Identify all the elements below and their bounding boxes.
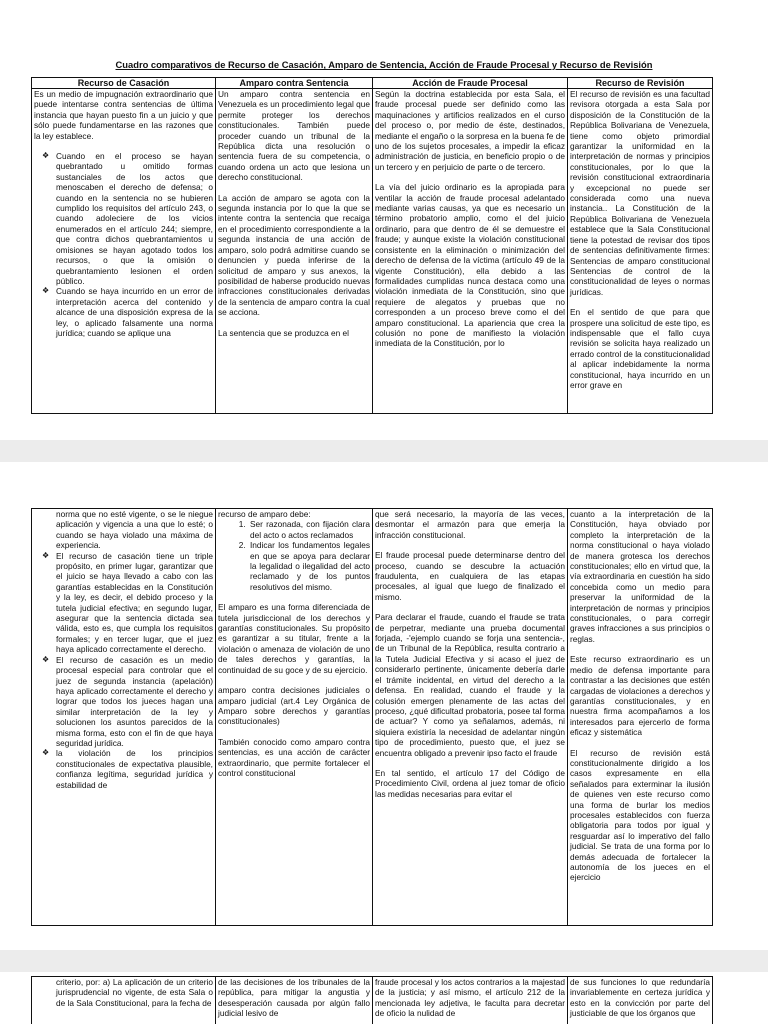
continued-text: criterio, por: a) La aplicación de un criterio jurisprudencial no vigente, de esta Sala o de la Sala Constitucional, para la fecha de xyxy=(56,977,213,1008)
paragraph: Para declarar el fraude, cuando el fraude se trata de perpetrar, mediante una prueba documental forjada, -'ejemplo cuando se forja una sentencia-, de un Tribunal de la República, resulta contrario a la Tutela Judicial Efectiva y si acaso el juez de considerarlo pertinente, únicamente debería darle el trámite incidental, en virtud del derecho a la defensa. En realidad, cuando el fraude y la colusión emergen plenamente de las actas del proceso, ¿qué dificultad probatoria, posee tal forma de actuar? Y como ya señalamos, además, ni siquiera existiría la necesidad de adelantar ningún tipo de procedimiento, puesto que, el juez se encuentra obligado a prevenir ipso facto el fraude xyxy=(375,612,565,758)
paragraph: que será necesario, la mayoría de las veces, desmontar el armazón para que emerja la infracción constitucional. xyxy=(375,509,565,540)
continued-text: recurso de amparo debe: xyxy=(218,509,311,519)
cell-amparo xyxy=(216,89,373,414)
paragraph: También conocido como amparo contra sentencias, es una acción de carácter extraordinario, que permite fortalecer el control constitucional xyxy=(218,736,370,778)
cell-casacion xyxy=(32,977,216,1024)
paragraph: En el sentido de que para que prospere una solicitud de este tipo, es indispensable que el fallo cuya revisión se solicita haya realizado un errado control de la constitucionalidad al aplicar indebidamente la norma constitucional, haya incurrido en un error grave en xyxy=(570,307,710,390)
paragraph: El recurso de revisión es una facultad revisora otorgada a esta Sala por disposición de la Constitución de la República Bolivariana de Venezuela, tiene como objeto primordial garantizar la uniformidad en la interpretación de normas y principios constitucionales, por lo que la revisión constitucional extraordinaria y excepcional no puede ser considerada como una nueva instancia.. La Constitución de la República Bolivariana de Venezuela establece que la Sala Constitucional tiene la potestad de revisar dos tipos de sentencias definitivamente firmes: Sentencias de amparo constitucional Sentencias de control de la constitucionalidad de leyes o normas jurídicas. xyxy=(570,89,710,297)
cell-amparo xyxy=(216,977,373,1024)
list-item: ❖ la violación de los principios constitucionales de expectativa plausible, confianza legítima, seguridad jurídica y estabilidad de xyxy=(56,748,213,790)
cell-fraude xyxy=(373,509,568,926)
table-row xyxy=(32,977,713,1024)
continued-text: fraude procesal y los actos contrarios a la majestad de la justicia; y así mismo, el artículo 212 de la mencionada ley adjetiva, le faculta para decretar de oficio la nulidad de xyxy=(375,977,565,1019)
header-casacion: Recurso de Casación xyxy=(32,78,216,89)
cell-casacion xyxy=(32,509,216,926)
comparison-table-page-1 xyxy=(31,77,713,414)
bullet-list xyxy=(34,151,213,338)
cell-revision xyxy=(568,89,713,414)
paragraph: Es un medio de impugnación extraordinario que puede intentarse contra sentencias de última instancia que hayan puesto fin a un juicio y que sólo puede fundamentarse en las razones que la ley establece. xyxy=(34,89,213,141)
list-item: 1. Ser razonada, con fijación clara del acto o actos reclamados xyxy=(248,519,370,540)
paragraph: La acción de amparo se agota con la segunda instancia por lo que la que se intente contra la sentencia que recaiga en el procedimiento correspondiente a la segunda instancia de una acción de amparo, solo podrá admitirse cuando se denuncien y pueda inferirse de la solicitud de amparo y sus anexos, la posibilidad de haberse producido nuevas infracciones constitucionales derivadas de la sentencia de amparo contra la cual se acciona. xyxy=(218,192,370,318)
continued-text: de sus funciones lo que redundaría invariablemente en certeza jurídica y esto en la convicción por parte del justiciable de que los órganos que xyxy=(570,977,710,1019)
document-page-3 xyxy=(0,972,768,1024)
cell-fraude xyxy=(373,89,568,414)
document-page-2 xyxy=(0,462,768,950)
paragraph: La vía del juicio ordinario es la apropiada para ventilar la acción de fraude procesal adelantado mediante varias causas, ya que es necesario un término probatorio amplio, como el del juicio ordinario, para que dentro de él se demuestre el fraude; y aunque existe la violación constitucional consistente en la eliminación o minimización del derecho de defensa de la víctima (artículo 49 de la vigente Constitución), ella debido a las formalidades cumplidas nunca destaca como una violación inmediata de la Constitución, sino que requiere de alegatos y pruebas que no corresponden a un proceso breve como el del amparo constitucional. La apariencia que crea la colusión no pone de manifiesto la violación inmediata de la Constitución, por lo xyxy=(375,182,565,349)
cell-casacion xyxy=(32,89,216,414)
cell-revision xyxy=(568,509,713,926)
paragraph: El amparo es una forma diferenciada de tutela jurisdiccional de los derechos y garantías constitucionales. Su propósito es garantizar a su titular, frente a la violación o amenaza de violación de uno de tales derechos y garantías, la continuidad de su goce y de su ejercicio. xyxy=(218,602,370,675)
comparison-table-page-2 xyxy=(31,508,713,926)
list-item: ❖ El recurso de casación tiene un triple propósito, en primer lugar, garantizar que el juicio se haya llevado a cabo con las garantías establecidas en la Constitución y la ley, es decir, el debido proceso y la tutela judicial efectiva; en segundo lugar, asegurar que la sentencia dictada sea válida, esto es, que cumpla los requisitos formales; y en tercer lugar, que el juez haya aplicado correctamente el derecho. xyxy=(56,551,213,655)
header-amparo: Amparo contra Sentencia xyxy=(216,78,373,89)
document-page-1 xyxy=(0,0,768,440)
document-title: Cuadro comparativos de Recurso de Casación, Amparo de Sentencia, Acción de Fraude Procesal y Recurso de Revisión xyxy=(115,59,653,70)
paragraph: El recurso de revisión está constitucionalmente dirigido a los casos expresamente en ella señalados para exterminar la ilusión de quienes ven este recurso como una forma de burlar los medios procesales establecidos con fuerza obligatoria para todos por igual y resguardar así lo imperativo del fallo judicial. Se trata de una forma por lo demás adecuada de fortalecer la autonomía de los jueces en el ejercicio xyxy=(570,747,710,883)
numbered-list xyxy=(218,519,370,592)
continued-text: de las decisiones de los tribunales de la república, para mitigar la angustia y desesperación causada por algún fallo judicial lesivo de xyxy=(218,977,370,1019)
paragraph: cuanto a la interpretación de la Constitución, haya obviado por completo la interpretación de la norma constitucional o haya violado de manera grotesca los derechos constitucionales; ello en virtud que, la vía extraordinaria en cuestión ha sido concebida como un medio para preservar la uniformidad de la interpretación de normas y principios constitucionales, o para corregir graves infracciones a sus principios o reglas. xyxy=(570,509,710,644)
list-item: ❖ Cuando en el proceso se hayan quebrantado u omitido formas sustanciales de los actos que menoscaben el derecho de defensa; o cuando en la sentencia no se hubieren cumplido los requisitos del artículo 243, o cuando adoleciere de los vicios enumerados en el artículo 244; siempre, que contra dichos quebrantamientos u omisiones se hayan agotado todos los recursos, o que la omisión o quebrantamiento lesionen el orden público. xyxy=(56,151,213,286)
paragraph: amparo contra decisiones judiciales o amparo judicial (art.4 Ley Orgánica de Amparo sobre derechos y garantías constitucionales) xyxy=(218,685,370,727)
table-row xyxy=(32,509,713,926)
list-item: ❖ El recurso de casación es un medio procesal especial para controlar que el juez de segunda instancia (apelación) haya aplicado correctamente el derecho y lograr que todos los jueces hagan una similar interpretación de la ley y solucionen los asuntos parecidos de la misma forma, esto con el fin de que haya seguridad jurídica. xyxy=(56,655,213,749)
continued-text: norma que no esté vigente, o se le niegue aplicación y vigencia a una que lo esté; o cuando se haya violado una máxima de experiencia. xyxy=(56,509,213,551)
bullet-list xyxy=(34,551,213,790)
paragraph: Este recurso extraordinario es un medio de defensa importante para contrastar a las decisiones que estén cargadas de violaciones a derechos y garantías constitucionales, y en nuestra firma acompañamos a los interesados para ejercerlo de forma eficaz y sistemática xyxy=(570,654,710,738)
header-revision: Recurso de Revisión xyxy=(568,78,713,89)
paragraph: Un amparo contra sentencia en Venezuela es un procedimiento legal que permite proteger los derechos constitucionales. También puede proceder cuando un tribunal de la República dicta una resolución o sentencia fuera de su competencia, o cuando ordena un acto que lesiona un derecho constitucional. xyxy=(218,89,370,183)
list-item: 2. Indicar los fundamentos legales en que se apoya para declarar la legalidad o ilegalidad del acto reclamado y de los puntos resolutivos del mismo. xyxy=(248,540,370,592)
list-item: ❖ Cuando se haya incurrido en un error de interpretación acerca del contenido y alcance de una disposición expresa de la ley, o aplicado falsamente una norma jurídica; cuando se aplique una xyxy=(56,286,213,338)
cell-revision xyxy=(568,977,713,1024)
header-fraude: Acción de Fraude Procesal xyxy=(373,78,568,89)
paragraph: En tal sentido, el artículo 17 del Código de Procedimiento Civil, ordena al juez tomar de oficio las medidas necesarias para evitar el xyxy=(375,767,565,799)
cell-amparo xyxy=(216,509,373,926)
paragraph: La sentencia que se produzca en el xyxy=(218,327,350,338)
paragraph: Según la doctrina establecida por esta Sala, el fraude procesal puede ser definido como las maquinaciones y artificios realizados en el curso del proceso o, por medio de éste, destinados, mediante el engaño o la sorpresa en la buena fe de uno de los sujetos procesales, a impedir la eficaz administración de justicia, en beneficio propio o de un tercero y en perjuicio de parte o de tercero. xyxy=(375,89,565,172)
comparison-table-page-3 xyxy=(31,976,713,1024)
paragraph: El fraude procesal puede determinarse dentro del proceso, cuando se descubre la actuación fraudulenta, en cualquiera de las etapas procesales, al igual que luego de finalizado el mismo. xyxy=(375,550,565,602)
table-row xyxy=(32,89,713,414)
table-header-row xyxy=(32,78,713,89)
cell-fraude xyxy=(373,977,568,1024)
